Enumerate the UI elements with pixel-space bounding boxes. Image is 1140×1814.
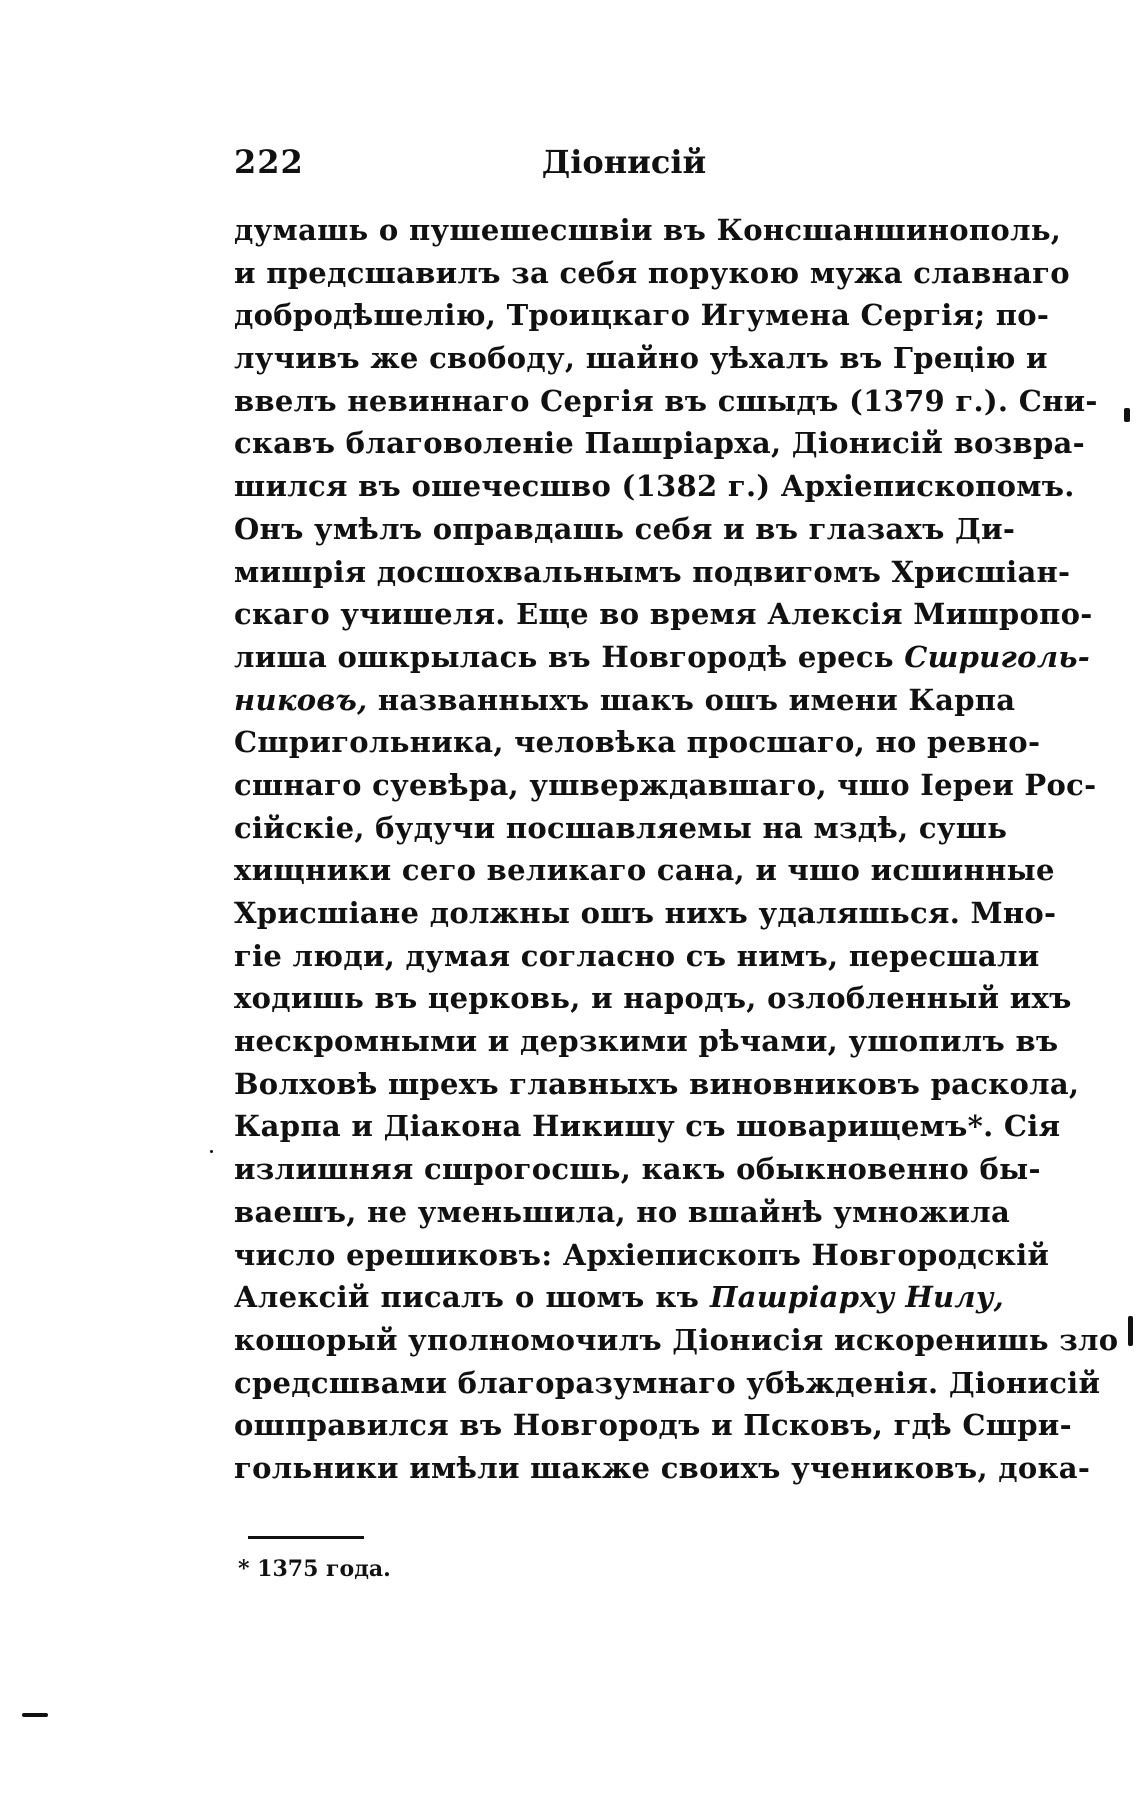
text-line-italic-mid: Алексій писалъ о шомъ къ Пашріарху Нилу, bbox=[234, 1280, 1005, 1315]
text-line: лучивъ же свободу, шайно уѣхалъ въ Грецію и bbox=[234, 341, 1048, 376]
text-line: Карпа и Діакона Никишу съ шоварищемъ*. Сія bbox=[234, 1109, 1061, 1144]
text-line-italic-end: лиша ошкрылась въ Новгородѣ ересь Сшриголь- bbox=[234, 639, 1091, 674]
text-line: скаго учишеля. Еще во время Алексія Мишропо- bbox=[234, 597, 1093, 632]
text-line: и предсшавилъ за себя порукою мужа славнаго bbox=[234, 255, 1070, 290]
running-title: Діонисій bbox=[541, 143, 707, 181]
margin-speck bbox=[210, 1150, 213, 1153]
text-line: добродѣшелію, Троицкаго Игумена Сергія; по- bbox=[234, 298, 1050, 333]
text-line: скавъ благоволеніе Пашріарха, Діонисій возвра- bbox=[234, 426, 1085, 461]
text-line: хищники сего великаго сана, и чшо исшинные bbox=[234, 853, 1055, 888]
text-line: Волховѣ шрехъ главныхъ виновниковъ раскола, bbox=[234, 1066, 1080, 1101]
margin-speck bbox=[1128, 1316, 1133, 1346]
footnote: * 1375 года. bbox=[238, 1556, 391, 1582]
text-line: думашь о пушешесшвіи въ Консшаншинополь, bbox=[234, 213, 1062, 247]
footnote-divider bbox=[248, 1536, 364, 1539]
text-line: кошорый уполномочилъ Діонисія искоренишь зло bbox=[234, 1322, 1119, 1357]
text-line: Хрисшіане должны ошъ нихъ удаляшься. Мно- bbox=[234, 896, 1057, 930]
text-line: гіе люди, думая согласно съ нимъ, пересшали bbox=[234, 938, 1040, 973]
page-header bbox=[234, 143, 1004, 183]
italic-word: Сшриголь- bbox=[904, 639, 1091, 674]
text-line: ввелъ невиннаго Сергія въ сшыдъ (1379 г.). Сни- bbox=[234, 383, 1098, 418]
text-line: число ерешиковъ: Архіепископъ Новгородскій bbox=[234, 1237, 1050, 1272]
text-line: гольники имѣли шакже своихъ учениковъ, дока- bbox=[234, 1450, 1091, 1485]
text-line: сшнаго суевѣра, ушверждавшаго, чшо Іереи Рос- bbox=[234, 767, 1097, 802]
italic-word: никовъ, bbox=[234, 682, 368, 717]
text-line: ошправился въ Новгородъ и Псковъ, гдѣ Сшри- bbox=[234, 1408, 1072, 1443]
text-line: нескромными и дерзкими рѣчами, ушопилъ въ bbox=[234, 1024, 1059, 1059]
italic-phrase: Пашріарху Нилу, bbox=[709, 1280, 1005, 1315]
text-line: шился въ ошечесшво (1382 г.) Архіепископомъ. bbox=[234, 469, 1075, 504]
text-line: Онъ умѣлъ оправдашь себя и въ глазахъ Ди- bbox=[234, 511, 1016, 546]
text-line: Сшригольника, человѣка просшаго, но ревно- bbox=[234, 725, 1041, 760]
text-line: ваешъ, не уменьшила, но вшайнѣ умножила bbox=[234, 1194, 1011, 1229]
text-line: сійскіе, будучи посшавляемы на мздѣ, сушь bbox=[234, 810, 1008, 845]
margin-speck bbox=[22, 1713, 48, 1717]
text-line: излишняя сшрогосшь, какъ обыкновенно бы- bbox=[234, 1152, 1041, 1187]
page-number: 222 bbox=[234, 143, 304, 181]
text-line-italic-start: никовъ, названныхъ шакъ ошъ имени Карпа bbox=[234, 682, 1016, 717]
text-line: средсшвами благоразумнаго убѣжденія. Діонисій bbox=[234, 1365, 1101, 1400]
margin-speck bbox=[1124, 408, 1130, 422]
text-line: мишрія досшохвальнымъ подвигомъ Хрисшіан- bbox=[234, 554, 1071, 589]
text-line: ходишь въ церковь, и народъ, озлобленный ихъ bbox=[234, 981, 1072, 1016]
body-text bbox=[234, 209, 1119, 1490]
